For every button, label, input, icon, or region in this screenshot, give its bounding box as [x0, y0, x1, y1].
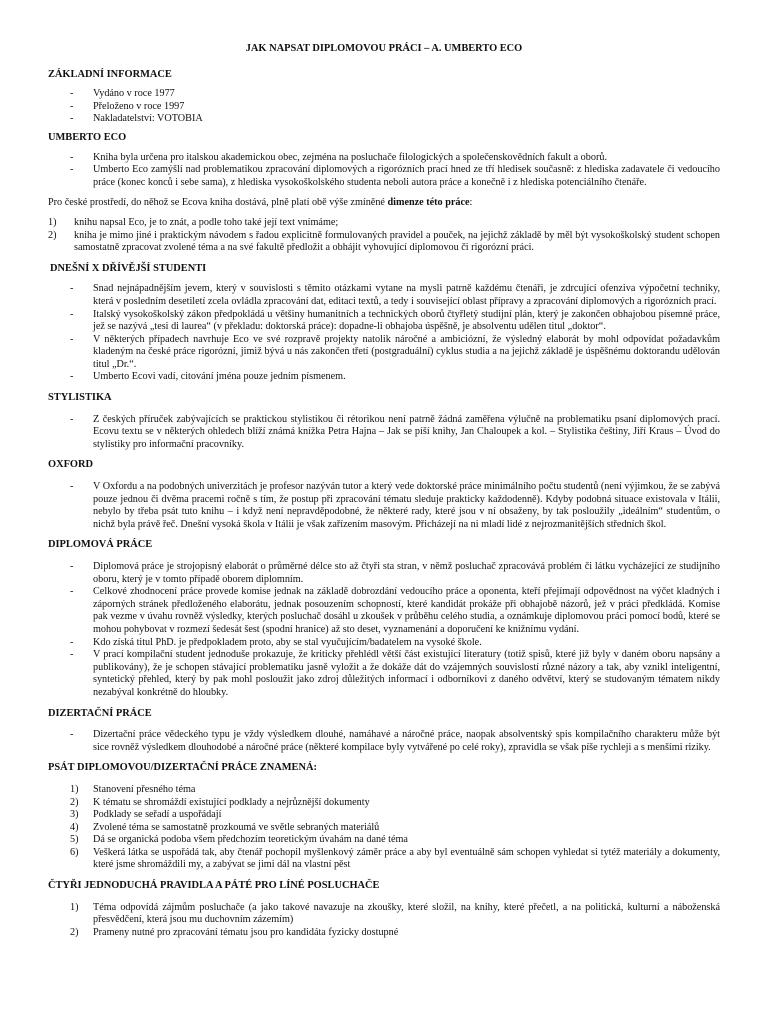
list-number: 2) [70, 796, 79, 808]
list-number: 2) [70, 926, 79, 938]
section-heading-oxford: OXFORD [48, 459, 94, 471]
list-item-text: Dá se organická podoba všem předchozím teoretickým úvahám na dané téma [93, 834, 408, 846]
paragraph-end: : [469, 197, 473, 209]
list-item: - Snad nejnápadnějším jevem, který v souvislosti s těmito otázkami vytane na mysli patrně každému čtenáři, je zdrcující ofenziva výpočetní techniky, která v posledním desetiletí zcela ovládla zpracování dat, editaci textů, a tedy i související oblast přípravy a zpracování diplomových a rigorózních prací. [48, 283, 720, 308]
list-number: 1) [48, 216, 57, 228]
list-item [48, 834, 720, 847]
list-item: - Umberto Eco zamýšlí nad problematikou zpracování diplomových a rigorózních prací hned ze tří hledisek současně: z hlediska zadavatele či vedoucího práce (konec konců i sebe sama), z hlediska vysokoškolského studenta neboli autora práce a konečně i z hlediska potenciálního čtenáře. [48, 164, 720, 189]
list-item-text: Prameny nutné pro zpracování tématu jsou pro kandidáta fyzicky dostupné [93, 926, 399, 938]
list-item [48, 809, 720, 822]
section-heading-umberto: UMBERTO ECO [48, 131, 127, 143]
list-item: - Kniha byla určena pro italskou akademickou obec, zejména na posluchače filologických a společenskovědních fakult a oborů. [48, 152, 720, 165]
psat-list [48, 784, 720, 872]
dimensions-list [48, 217, 720, 255]
list-item: - Celkové zhodnocení práce provede komise jednak na základě dobrozdání vedoucího práce a oponenta, kteří přejímají odpovědnost na výčet kladných i záporných stránek předloženého elaborátu, jednak posouzením schopností, které kandidát prokáže při obhajobě názorů, jež v práci předkládá. Komise pak vezme v úvahu rovněž výsledky, kterých posluchač dosáhl u zkoušek v průběhu celého studia, a oznámkuje diplomovou práci pomocí bodů, které se mohou pohybovat v rozmezí šedesát šest (spodní hranice) až sto deset, vyznamenání a doporučení ke knižnímu vydání. [48, 586, 720, 636]
list-item: - V některých případech navrhuje Eco ve své rozpravě projekty natolik náročné a ambiciózní, že výsledný elaborát by mohl odpovídat požadavkům kladeným na české práce rigorózní, jimiž bývá u nás zakončen třetí (postgraduální) cyklus studia a na jejichž základě je úspěšnému doktorandu udělován titul „Dr.“. [48, 334, 720, 372]
list-item: - Kdo získá titul PhD. je předpokladem proto, aby se stal vyučujícím/badatelem na vysoké škole. [48, 637, 720, 650]
list-item: - Umberto Ecovi vadí, citování jména pouze jedním písmenem. [48, 371, 720, 384]
list-item: - Dizertační práce vědeckého typu je vždy výsledkem dlouhé, namáhavé a náročné práce, naopak absolventský spis kompilačního charakteru může být sice rovněž výsledkem dlouhodobé a náročné práce (některé kompilace byly vytvářené po celé roky), zpravidla se však píše rychleji a s menšími riziky. [48, 729, 720, 754]
section-heading-diplomova: DIPLOMOVÁ PRÁCE [48, 539, 153, 551]
list-item: - Přeloženo v roce 1997 [48, 101, 720, 114]
zakladni-list [48, 88, 720, 126]
list-item-text: Téma odpovídá zájmům posluchače (a jako takové navazuje na zkoušky, které složil, na knihy, které přečetl, a na politická, kulturní a náboženská přesvědčení, která jsou mu duchovním zázemím) [93, 901, 720, 926]
ctyri-list [48, 902, 720, 940]
list-item-text: knihu napsal Eco, je to znát, a podle toho také její text vnímáme; [74, 216, 339, 228]
list-item: - Diplomová práce je strojopisný elaborát o průměrné délce sto až čtyři sta stran, v němž posluchač zpracovává problém či látku vycházející ze studijního oboru, který je v tomto případě oborem diplomním. [48, 561, 720, 586]
list-item-text: Veškerá látka se uspořádá tak, aby čtenář pochopil myšlenkový záměr práce a aby byl eventuálně sám schopen vyhledat si tytéž materiály a dokumenty, které jsme shromáždili my, a zabývat se jimi dál na vlastní pěst [93, 846, 720, 871]
stylistika-list [48, 414, 720, 452]
umberto-list [48, 152, 720, 190]
list-item: - V Oxfordu a na podobných univerzitách je profesor nazýván tutor a který vede doktorské práce minimálního počtu studentů (není výjimkou, že se zabývá pouze jednou či dvěma pracemi ročně s tím, že postup při zpracování tématu sleduje prakticky každodenně). Kdyby podobná situace existovala v Itálii, nebylo by třeba psát tuto knihu – i když není nepravděpodobné, že některé rady, které jsou v ní obsaženy, by tak posloužily „ideálním“ studentům, o nichž byla právě řeč. Dnešní vysoká škola v Itálii je však zařízením masovým. Přicházejí na ni mladí lidé z nejrozmanitějších středních škol. [48, 481, 720, 531]
list-item-text: Stanovení přesného téma [93, 783, 196, 795]
czech-context-paragraph [48, 197, 720, 210]
list-item-text: Zvolené téma se samostatně prozkoumá ve světle sebraných materiálů [93, 821, 380, 833]
list-item [48, 847, 720, 872]
list-item: - Nakladatelství: VOTOBIA [48, 113, 720, 126]
oxford-list [48, 481, 720, 531]
list-number: 4) [70, 821, 79, 833]
list-item [48, 822, 720, 835]
list-item-text: Podklady se seřadí a uspořádají [93, 809, 222, 821]
dizertacni-list [48, 729, 720, 754]
list-item-text: K tématu se shromáždí existující podklady a nejrůznější dokumenty [93, 796, 370, 808]
list-item [48, 230, 720, 255]
section-heading-dizertacni: DIZERTAČNÍ PRÁCE [48, 707, 152, 719]
section-heading-psat: PSÁT DIPLOMOVOU/DIZERTAČNÍ PRÁCE ZNAMENÁ: [48, 762, 317, 774]
list-number: 3) [70, 809, 79, 821]
section-heading-dnesni: DNEŠNÍ X DŘÍVĚJŠÍ STUDENTI [50, 262, 207, 274]
list-item [48, 902, 720, 927]
list-number: 1) [70, 783, 79, 795]
list-number: 1) [70, 901, 79, 913]
dnesni-list [48, 283, 720, 384]
document-title: JAK NAPSAT DIPLOMOVOU PRÁCI – A. UMBERTO ECO [245, 43, 523, 54]
diplomova-list [48, 561, 720, 700]
section-heading-zakladni: ZÁKLADNÍ INFORMACE [48, 68, 172, 80]
list-number: 6) [70, 846, 79, 858]
section-heading-ctyri: ČTYŘI JEDNODUCHÁ PRAVIDLA A PÁTÉ PRO LÍNÉ POSLUCHAČE [48, 880, 380, 892]
list-item: - Vydáno v roce 1977 [48, 88, 720, 101]
list-number: 2) [48, 229, 57, 241]
list-item-text: kniha je mimo jiné i praktickým návodem s řadou explicitně formulovaných pravidel a pouček, na jejichž základě by měl být vysokoškolský student schopen samostatně zpracovat zvolené téma a na své fakultě předložit a obhájit vyhovující diplomovou či rigorózní práci. [74, 229, 720, 254]
list-item [48, 784, 720, 797]
list-item: - Z českých příruček zabývajících se praktickou stylistikou či rétorikou není patrně žádná zaměřena výlučně na problematiku psaní diplomových prací. Ecovu textu se v některých ohledech blíží známá knížka Petra Hajna – Jak se píší knihy, Jan Chaloupek a kol. – Stylistika češtiny, Jiří Kraus – Úvod do stylistiky pro informační pracovníky. [48, 414, 720, 452]
list-item: - V prací kompilační student jednoduše prokazuje, že kriticky přehlédl větší část existující literatury (totiž spisů, které již byly v daném oboru napsány a publikovány), že je schopen stávající problematiku jasně vyložit a že dokáže dát do vzájemných souvislostí různé názory a tak, aby vznikl inteligentní, syntetický přehled, který by pak mohl posloužit jako zdroj důležitých informací i odborníkovi z daného odvětví, který se studovaným tématem nikdy nezabýval konkrétně do hloubky. [48, 649, 720, 699]
section-heading-stylistika: STYLISTIKA [48, 392, 112, 404]
list-item [48, 217, 720, 230]
paragraph-bold-text: dimenze této práce [387, 197, 470, 209]
list-item [48, 797, 720, 810]
list-item [48, 927, 720, 940]
list-item: - Italský vysokoškolský zákon předpokládá u většiny humanitních a technických oborů čtyřletý studijní plán, který je zakončen obhajobou písemné práce, jež se nazývá „tesi di laurea“ (v překladu: doktorská práce): dopadne-li obhajoba úspěšně, je absolventu udělen titul „doktor“. [48, 309, 720, 334]
paragraph-text: Pro české prostředí, do něhož se Ecova kniha dostává, plně platí obě výše zmíněné [48, 197, 388, 209]
list-number: 5) [70, 834, 79, 846]
